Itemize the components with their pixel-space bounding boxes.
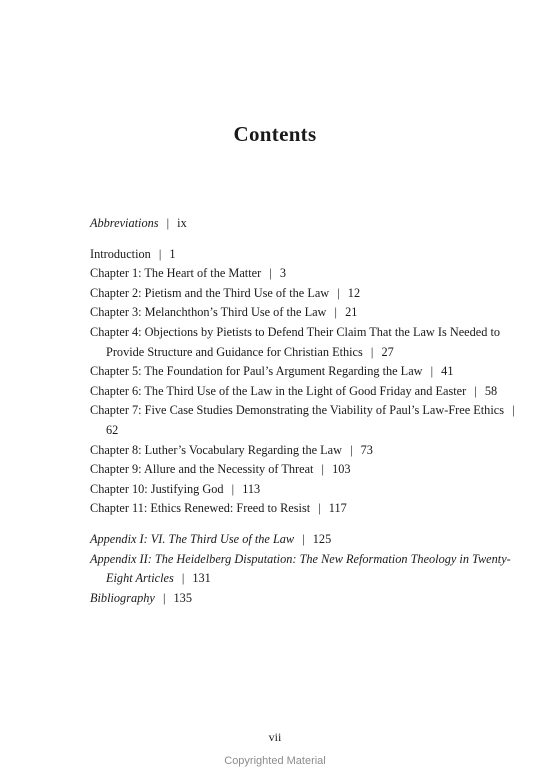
toc-entry[interactable] bbox=[90, 401, 520, 440]
toc-entry-title: Chapter 1: The Heart of the Matter bbox=[90, 266, 262, 281]
toc-entry[interactable] bbox=[90, 480, 520, 500]
toc-entry[interactable] bbox=[90, 323, 520, 362]
toc-entry[interactable] bbox=[90, 441, 520, 461]
toc-entry[interactable] bbox=[90, 245, 520, 265]
toc-page-number: 58 bbox=[484, 383, 498, 398]
toc-entry[interactable] bbox=[90, 499, 520, 519]
toc-entry[interactable] bbox=[90, 303, 520, 323]
toc-entry-title: Chapter 4: Objections by Pietists to Defend Their Claim That the Law Is Needed to Provide Structure and Guidance for Christian Ethics bbox=[90, 324, 501, 359]
section-gap bbox=[90, 519, 520, 530]
toc-entry-title: Chapter 3: Melanchthon’s Third Use of the Law bbox=[90, 305, 327, 320]
toc-separator: | bbox=[321, 462, 324, 477]
toc-page-number: 103 bbox=[332, 462, 351, 477]
toc-entry[interactable] bbox=[90, 214, 520, 234]
toc-entry[interactable] bbox=[90, 460, 520, 480]
toc-separator: | bbox=[318, 501, 321, 516]
section-gap bbox=[90, 234, 520, 245]
toc-separator: | bbox=[166, 216, 170, 230]
toc-separator: | bbox=[512, 403, 515, 418]
toc-entry-title: Bibliography bbox=[90, 590, 155, 605]
toc-separator: | bbox=[231, 481, 235, 496]
toc-separator: | bbox=[302, 531, 305, 546]
toc-separator: | bbox=[269, 266, 272, 281]
toc-entry-title: Chapter 5: The Foundation for Paul’s Argument Regarding the Law bbox=[90, 364, 423, 379]
toc-separator: | bbox=[181, 571, 185, 586]
toc-entry-title: Appendix I: VI. The Third Use of the Law bbox=[90, 531, 295, 546]
toc-separator: | bbox=[474, 383, 477, 398]
toc-separator: | bbox=[337, 285, 340, 300]
toc-entry[interactable] bbox=[90, 284, 520, 304]
toc-page-number: 62 bbox=[106, 422, 119, 437]
toc-entry[interactable] bbox=[90, 264, 520, 284]
toc-entry-title: Chapter 10: Justifying God bbox=[90, 481, 224, 496]
toc-page-number: ix bbox=[177, 216, 187, 230]
page-number: vii bbox=[268, 730, 282, 744]
toc-entry[interactable] bbox=[90, 550, 520, 589]
toc-page-number: 41 bbox=[441, 364, 454, 379]
toc-page-number: 135 bbox=[173, 590, 192, 605]
toc-separator: | bbox=[430, 364, 434, 379]
toc-page-number: 113 bbox=[242, 481, 261, 496]
toc-page-number: 117 bbox=[328, 501, 347, 516]
toc-entry-title: Chapter 6: The Third Use of the Law in the Light of Good Friday and Easter bbox=[90, 383, 467, 398]
toc-page-number: 125 bbox=[312, 531, 332, 546]
toc-page-number: 73 bbox=[360, 442, 373, 457]
toc-page-number: 27 bbox=[381, 344, 394, 359]
toc-entry[interactable] bbox=[90, 382, 520, 402]
toc-separator: | bbox=[350, 442, 353, 457]
toc-entry-title: Appendix II: The Heidelberg Disputation: The New Reformation Theology in Twenty-Eight Articles bbox=[90, 551, 511, 586]
toc-page-number: 131 bbox=[192, 571, 211, 586]
toc-separator: | bbox=[370, 344, 374, 359]
toc-entry[interactable] bbox=[90, 589, 520, 609]
copyright-watermark: Copyrighted Material bbox=[224, 755, 326, 767]
toc-entry-title: Chapter 2: Pietism and the Third Use of the Law bbox=[90, 285, 330, 300]
toc-page-number: 1 bbox=[169, 246, 176, 261]
toc-separator: | bbox=[158, 246, 162, 261]
page-title: Contents bbox=[233, 122, 317, 146]
toc-entry-title: Introduction bbox=[90, 246, 151, 261]
toc-separator: | bbox=[334, 305, 337, 320]
toc-page-number: 3 bbox=[279, 266, 286, 281]
toc-entry-title: Chapter 9: Allure and the Necessity of Threat bbox=[90, 462, 314, 477]
toc-entry-title: Chapter 8: Luther’s Vocabulary Regarding the Law bbox=[90, 442, 343, 457]
toc-entry-title: Chapter 11: Ethics Renewed: Freed to Resist bbox=[90, 501, 311, 516]
toc-separator: | bbox=[162, 590, 166, 605]
toc-entry-title: Chapter 7: Five Case Studies Demonstrating the Viability of Paul’s Law-Free Ethics bbox=[90, 403, 504, 418]
toc-page-number: 12 bbox=[347, 285, 361, 300]
toc-entry[interactable] bbox=[90, 362, 520, 382]
toc-entry[interactable] bbox=[90, 530, 520, 550]
toc-page-number: 21 bbox=[345, 305, 358, 320]
table-of-contents bbox=[90, 214, 520, 608]
toc-entry-title: Abbreviations bbox=[90, 216, 159, 230]
